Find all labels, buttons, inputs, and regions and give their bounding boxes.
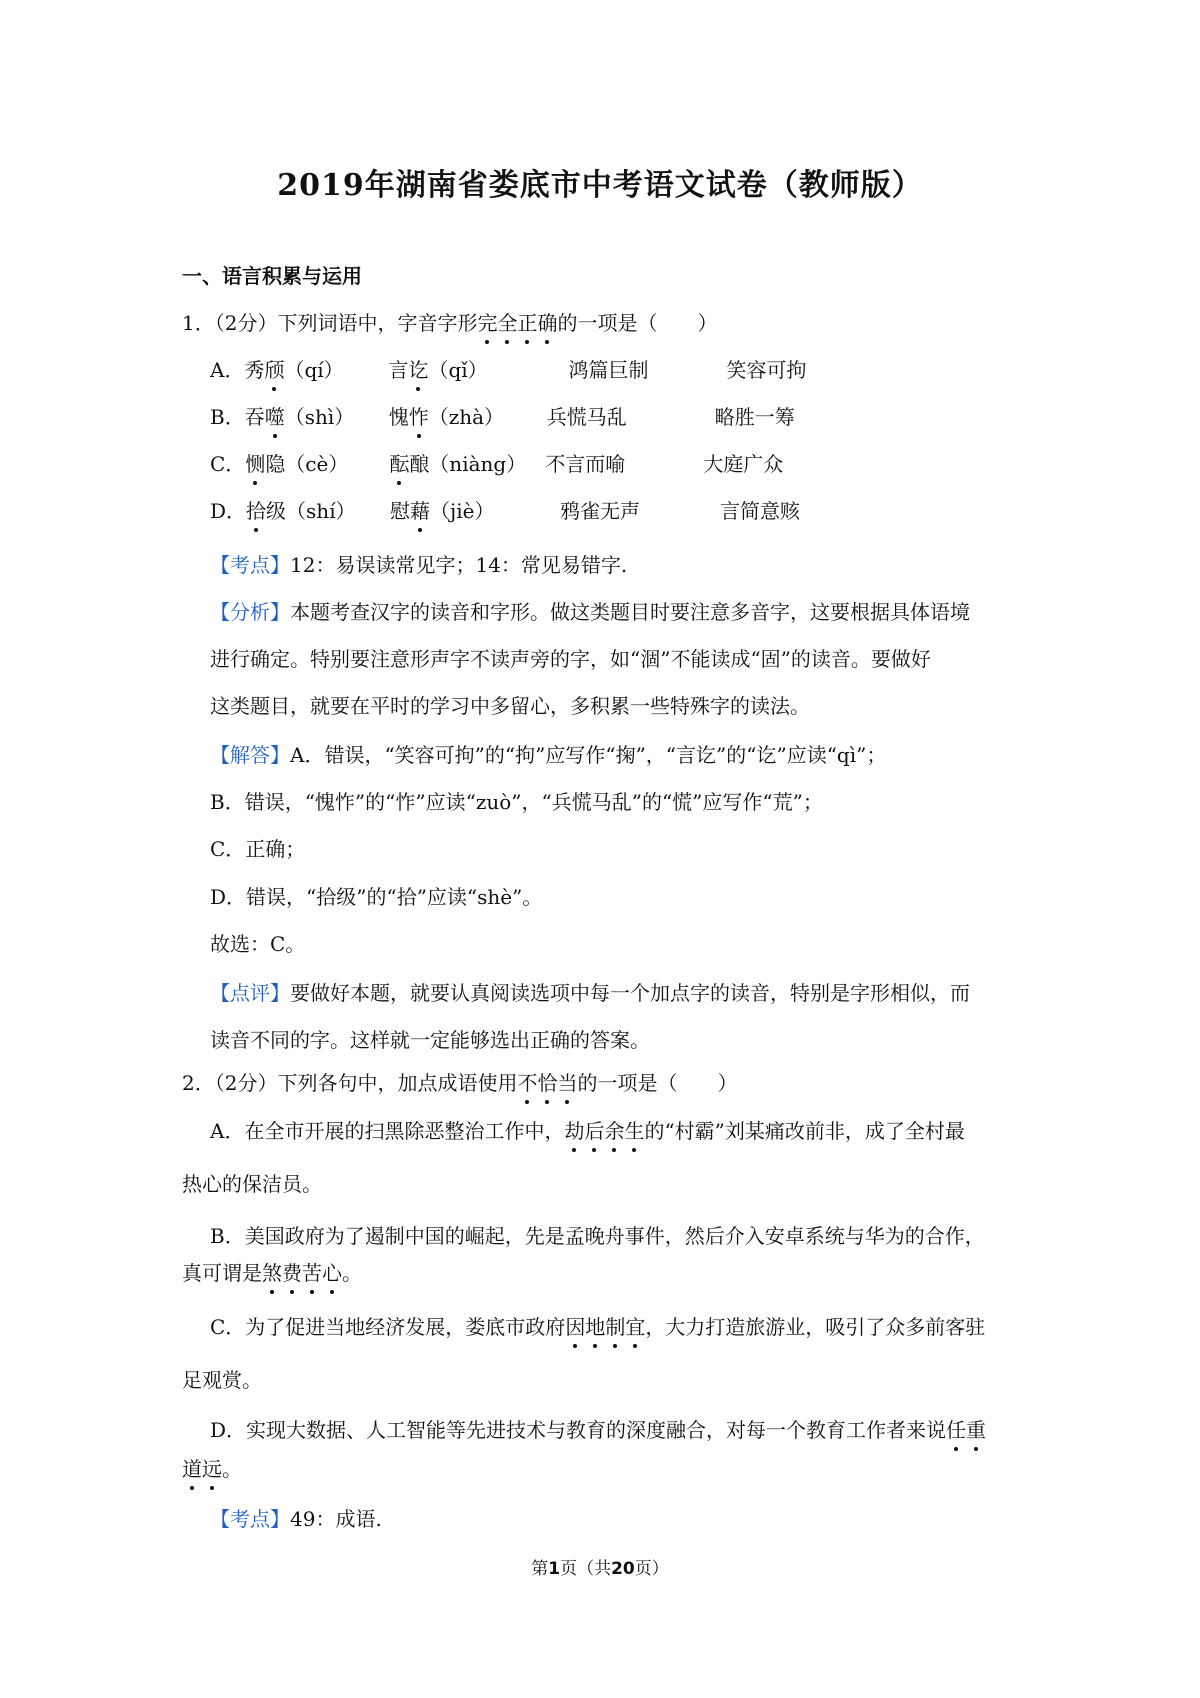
q2-option-b-line-1: B．美国政府为了遏制中国的崛起，先是孟晚舟事件，然后介入安卓系统与华为的合作， [210, 1224, 985, 1248]
section-heading: 一、语言积累与运用 [182, 264, 362, 288]
q1-dianping-line-2: 读音不同的字。这样就一定能够选出正确的答案。 [210, 1028, 650, 1052]
q2-kaodian: 【考点】49：成语. [210, 1507, 382, 1531]
q1-kaodian: 【考点】12：易误读常见字；14：常见易错字. [210, 553, 628, 577]
q1-option-b: B．吞噬（shì） 愧怍（zhà） 兵慌马乱 略胜一筹 [210, 405, 795, 429]
q1-option-c: C．恻隐（cè） 酝酿（niàng） 不言而喻 大庭广众 [210, 452, 784, 476]
q2-option-c-line-2: 足观赏。 [182, 1368, 262, 1392]
q1-option-a: A．秀颀（qí） 言讫（qǐ） 鸿篇巨制 笑容可拘 [210, 358, 807, 382]
page-title: 2019年湖南省娄底市中考语文试卷（教师版） [277, 168, 923, 203]
q1-jieda-line-3: C．正确； [210, 837, 306, 861]
q1-option-d: D．拾级（shí） 慰藉（jiè） 鸦雀无声 言简意赅 [210, 499, 801, 523]
q1-answer: 故选：C。 [210, 932, 306, 956]
q2-option-d-line-2: 道远。 [182, 1457, 242, 1481]
q2-option-d-line-1: D．实现大数据、人工智能等先进技术与教育的深度融合，对每一个教育工作者来说任重 [210, 1418, 987, 1442]
q1-jieda-line-2: B．错误，“愧怍”的“怍”应读“zuò”，“兵慌马乱”的“慌”应写作“荒”； [210, 790, 823, 814]
q1-jieda-line-1: 【解答】A．错误，“笑容可拘”的“拘”应写作“掬”，“言讫”的“讫”应读“qì”； [210, 743, 887, 767]
q2-option-a-line-2: 热心的保洁员。 [182, 1172, 322, 1196]
q1-fenxi-line-1: 【分析】本题考查汉字的读音和字形。做这类题目时要注意多音字，这要根据具体语境 [210, 600, 970, 624]
q1-dianping-line-1: 【点评】要做好本题，就要认真阅读选项中每一个加点字的读音，特别是字形相似，而 [210, 981, 970, 1005]
question-2-stem: 2．（2分）下列各句中，加点成语使用不恰当的一项是（ ） [182, 1071, 738, 1095]
q1-fenxi-line-3: 这类题目，就要在平时的学习中多留心，多积累一些特殊字的读法。 [210, 694, 810, 718]
q2-option-b-line-2: 真可谓是煞费苦心。 [182, 1261, 362, 1285]
question-1-stem: 1．（2分）下列词语中，字音字形完全正确的一项是（ ） [182, 311, 718, 335]
page-footer: 第1页（共20页） [531, 1559, 669, 1579]
q2-option-c-line-1: C．为了促进当地经济发展，娄底市政府因地制宜，大力打造旅游业，吸引了众多前客驻 [210, 1315, 986, 1339]
q1-jieda-line-4: D．错误，“拾级”的“拾”应读“shè”。 [210, 885, 543, 909]
q2-option-a-line-1: A．在全市开展的扫黑除恶整治工作中，劫后余生的“村霸”刘某痛改前非，成了全村最 [210, 1119, 965, 1143]
q1-fenxi-line-2: 进行确定。特别要注意形声字不读声旁的字，如“涸”不能读成“固”的读音。要做好 [210, 647, 931, 671]
